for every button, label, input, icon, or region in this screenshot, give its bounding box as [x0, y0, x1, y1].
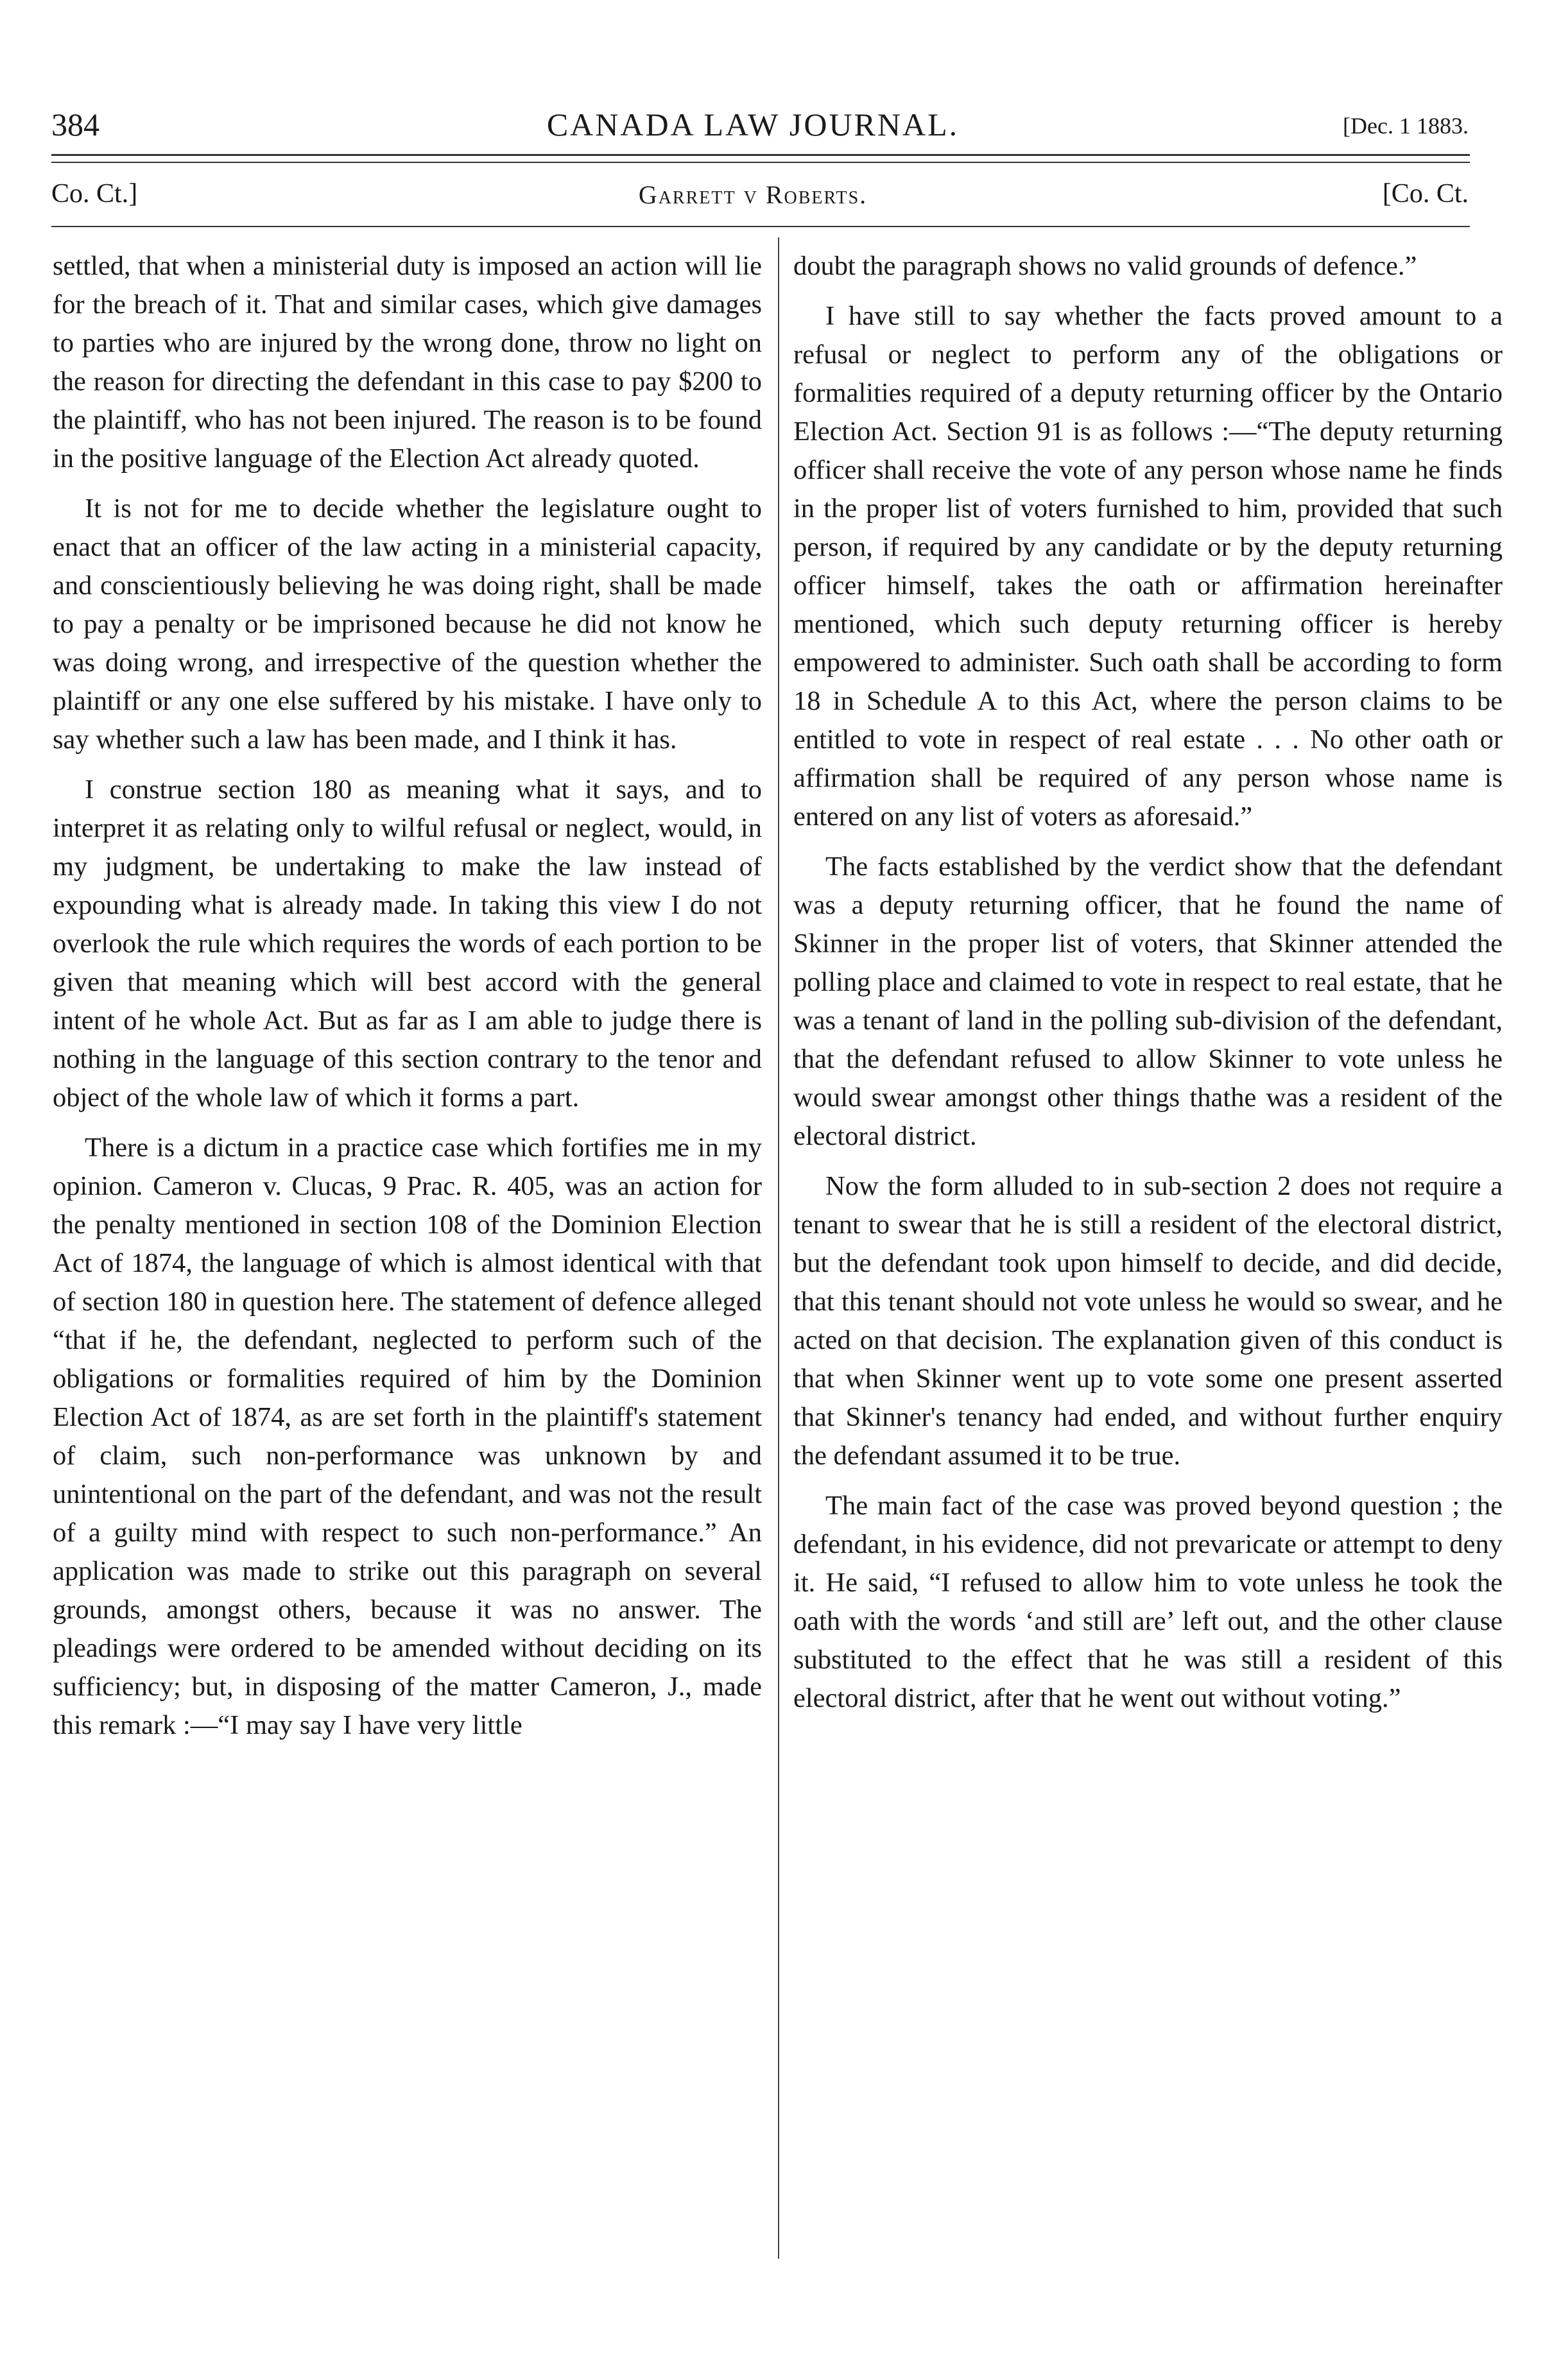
- case-title: Garrett v Roberts.: [638, 180, 868, 209]
- court-label-right: [Co. Ct.: [1382, 179, 1469, 209]
- left-column: [53, 247, 762, 1756]
- court-label-left: Co. Ct.]: [51, 179, 138, 209]
- header-rule-top: [51, 154, 1470, 156]
- running-head-rule: [51, 226, 1470, 227]
- header-rule-bottom: [51, 162, 1470, 163]
- paragraph: doubt the paragraph shows no valid grounds of defence.”: [793, 251, 1417, 281]
- paragraph: I have still to say whether the facts proved amount to a refusal or neglect to perform any of the obligations or formalities required of a deputy returning officer by the Ontario Election Act. Section 91 is as follows :—“The deputy returning officer shall receive the vote of any person whose name he finds in the proper list of voters furnished to him, provided that such person, if required by any candidate or by the deputy returning officer himself, takes the oath or affirmation hereinafter mentioned, which such deputy returning officer is hereby empowered to administer. Such oath shall be according to form 18 in Schedule A to this Act, where the person claims to be entitled to vote in respect of real estate . . . No other oath or affirmation shall be required of any person whose name is entered on any list of voters as aforesaid.”: [793, 301, 1503, 832]
- issue-date: [Dec. 1 1883.: [1343, 113, 1469, 139]
- right-column: [793, 247, 1503, 1729]
- running-head: [37, 178, 1469, 217]
- paragraph: I construe section 180 as meaning what it says, and to interpret it as relating only to wilful refusal or neglect, would, in my judgment, be undertaking to make the law instead of expounding what is already made. In taking this view I do not overlook the rule which requires the words of each portion to be given that meaning which will best accord with the general intent of he whole Act. But as far as I am able to judge there is nothing in the language of this section contrary to the tenor and object of the whole law of which it forms a part.: [53, 775, 762, 1113]
- paragraph: The main fact of the case was proved beyond question ; the defendant, in his evidence, did not prevaricate or attempt to deny it. He said, “I refused to allow him to vote unless he took the oath with the words ‘and still are’ left out, and the other clause substituted to the effect that he was still a resident of this electoral district, after that he went out without voting.”: [793, 1491, 1503, 1713]
- journal-title: CANADA LAW JOURNAL.: [546, 107, 960, 142]
- paragraph: The facts established by the verdict show that the defendant was a deputy returning officer, that he found the name of Skinner in the proper list of voters, that Skinner attended the polling place and claimed to vote in respect to real estate, that he was a tenant of land in the polling sub-division of the defendant, that the defendant refused to allow Skinner to vote unless he would swear amongst other things thathe was a resident of the electoral district.: [793, 852, 1503, 1151]
- paragraph: There is a dictum in a practice case which fortifies me in my opinion. Cameron v. Clucas, 9 Prac. R. 405, was an action for the penalty mentioned in section 108 of the Dominion Election Act of 1874, the language of which is almost identical with that of section 180 in question here. The statement of defence alleged “that if he, the defendant, neglected to perform such of the obligations or formalities required of him by the Dominion Election Act of 1874, as are set forth in the plaintiff's statement of claim, such non-performance was unknown by and unintentional on the part of the defendant, and was not the result of a guilty mind with respect to such non-performance.” An application was made to strike out this paragraph on several grounds, amongst others, because it was no answer. The pleadings were ordered to be amended without deciding on its sufficiency; but, in disposing of the matter Cameron, J., made this remark :—“I may say I have very little: [53, 1133, 762, 1740]
- page-header: [37, 106, 1469, 157]
- column-divider: [778, 237, 779, 2259]
- paragraph: Now the form alluded to in sub-section 2 does not require a tenant to swear that he is still a resident of the electoral district, but the defendant took upon himself to decide, and did decide, that this tenant should not vote unless he would so swear, and he acted on that decision. The explanation given of this conduct is that when Skinner went up to vote some one present asserted that Skinner's tenancy had ended, and without further enquiry the defendant assumed it to be true.: [793, 1171, 1503, 1471]
- paragraph: settled, that when a ministerial duty is imposed an action will lie for the breach of it. That and similar cases, which give damages to parties who are injured by the wrong done, throw no light on the reason for directing the defendant in this case to pay $200 to the plaintiff, who has not been injured. The reason is to be found in the positive language of the Election Act already quoted.: [53, 251, 762, 474]
- paragraph: It is not for me to decide whether the legislature ought to enact that an officer of the law acting in a ministerial capacity, and conscientiously believing he was doing right, shall be made to pay a penalty or be imprisoned because he did not know he was doing wrong, and irrespective of the question whether the plaintiff or any one else suffered by his mistake. I have only to say whether such a law has been made, and I think it has.: [53, 493, 762, 755]
- page-number: 384: [51, 107, 99, 142]
